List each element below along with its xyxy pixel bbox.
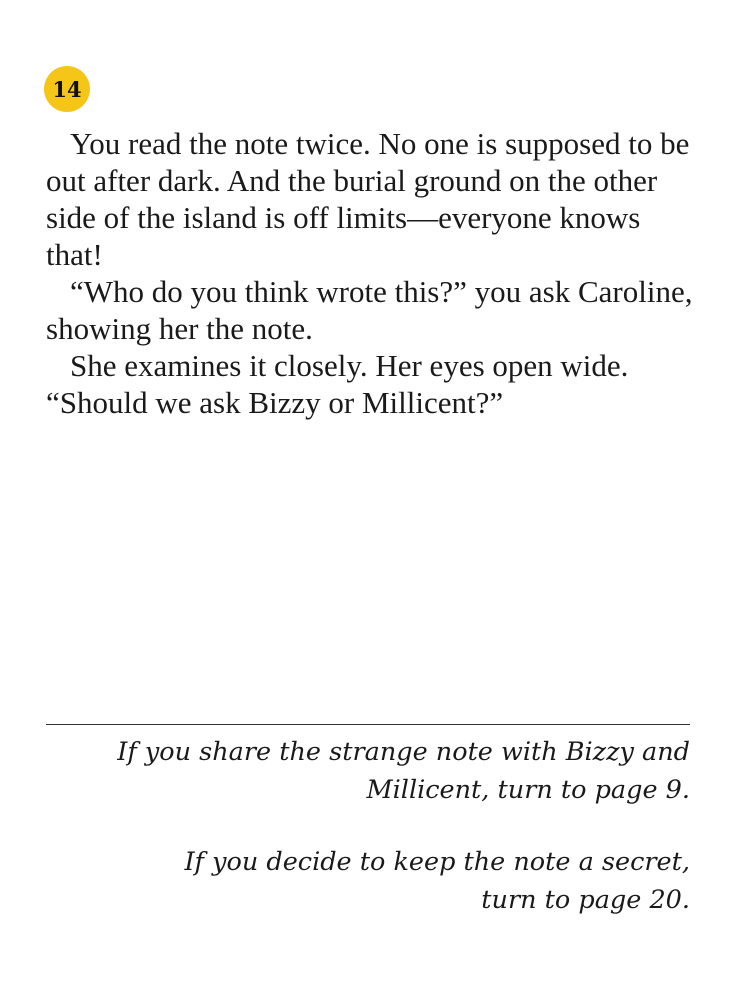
choices-section [46,733,690,953]
story-paragraph: “Should we ask Bizzy or Millicent?” [46,385,504,420]
story-text [46,125,696,421]
choice-keep-secret [46,843,690,919]
story-paragraph: “Who do you think wrote this?” you ask Caroline, showing her the note. [46,274,693,346]
choice-share-note [46,733,690,809]
choices-divider [46,724,690,725]
story-paragraph: She examines it closely. Her eyes open wide. [70,348,629,383]
page-number-badge [44,66,90,112]
choice-line: Millicent, turn to page 9. [366,775,690,805]
choice-line: If you decide to keep the note a secret, [184,847,690,877]
choice-line: turn to page 20. [481,885,690,915]
choice-line: If you share the strange note with Bizzy and [117,737,690,767]
story-paragraph: You read the note twice. No one is supposed to be out after dark. And the burial ground on the other side of the island is off limits—everyone knows that! [46,126,690,272]
page-number: 14 [52,76,82,102]
